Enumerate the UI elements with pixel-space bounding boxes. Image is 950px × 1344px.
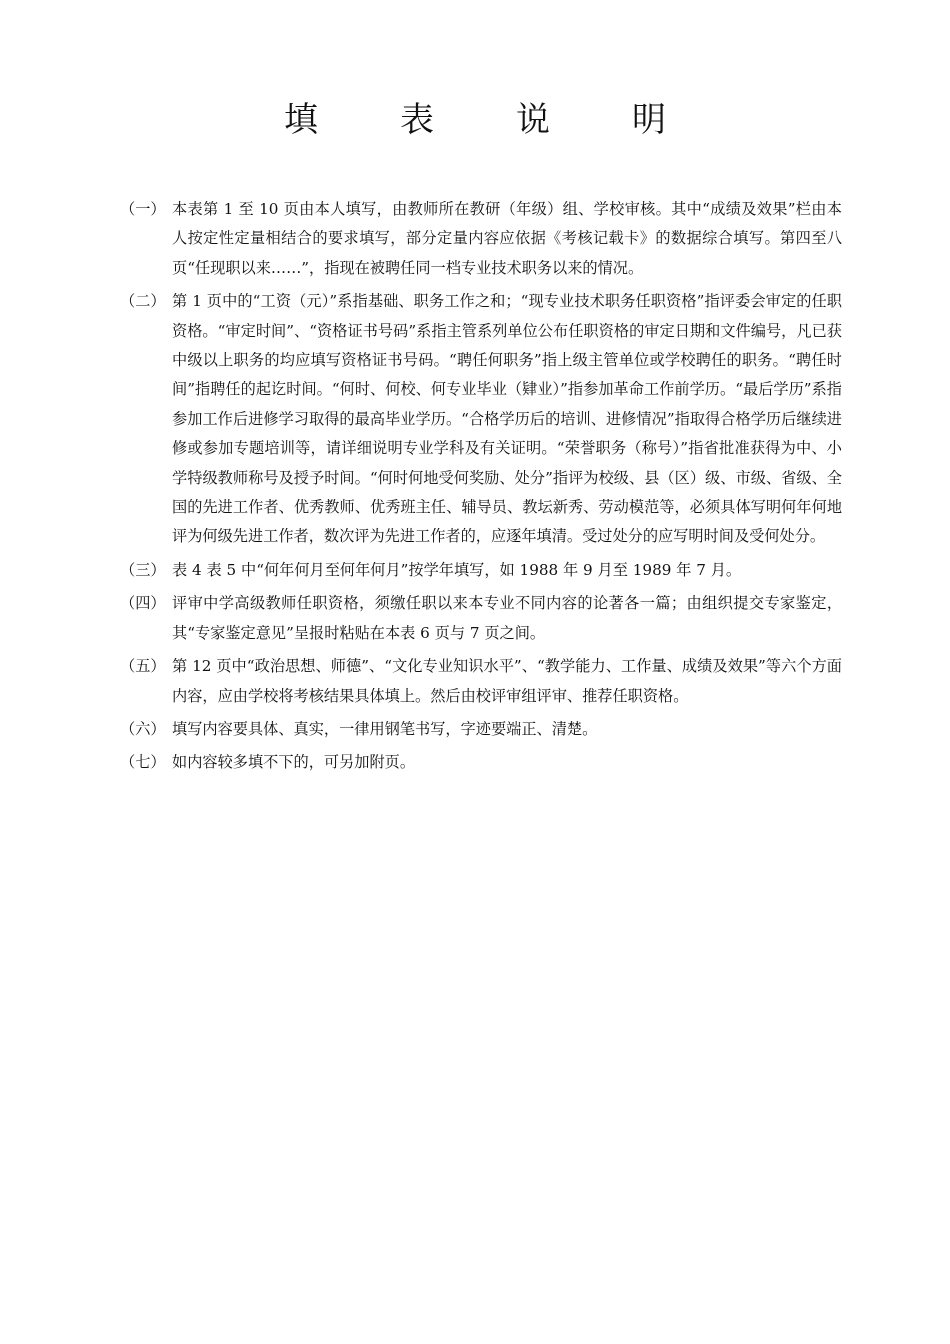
item-number: （四）	[120, 594, 166, 613]
item-text: 表 4 表 5 中“何年何月至何年何月”按学年填写，如 1988 年 9 月至 1989 年 7 月。	[172, 560, 742, 579]
instruction-item-3	[0, 556, 950, 585]
instruction-item-5	[0, 652, 950, 711]
item-number: （二）	[120, 292, 166, 311]
item-number: （五）	[120, 657, 166, 676]
item-number: （六）	[120, 719, 166, 738]
instruction-item-4	[0, 589, 950, 648]
instruction-list	[0, 195, 950, 782]
item-text: 评审中学高级教师任职资格，须缴任职以来本专业不同内容的论著各一篇；由组织提交专家鉴定，其“专家鉴定意见”呈报时粘贴在本表 6 页与 7 页之间。	[172, 594, 842, 642]
page-title: 填 表 说 明	[284, 100, 690, 140]
instruction-item-1	[0, 195, 950, 283]
item-text: 第 12 页中“政治思想、师德”、“文化专业知识水平”、“教学能力、工作量、成绩及效果”等六个方面内容，应由学校将考核结果具体填上。然后由校评审组评审、推荐任职资格。	[172, 657, 842, 705]
item-text: 填写内容要具体、真实，一律用钢笔书写，字迹要端正、清楚。	[172, 719, 598, 738]
item-number: （一）	[120, 200, 166, 218]
instruction-item-2	[0, 287, 950, 552]
instruction-item-6	[0, 715, 950, 744]
instruction-item-7	[0, 748, 950, 777]
item-number: （三）	[120, 560, 166, 579]
item-text: 第 1 页中的“工资（元）”系指基础、职务工作之和；“现专业技术职务任职资格”指评委会审定的任职资格。“审定时间”、“资格证书号码”系指主管系列单位公布任职资格的审定日期和文件编号，凡已获中级以上职务的均应填写资格证书号码。“聘任何职务”指上级主管单位或学校聘任的职务。“聘任时间”指聘任的起讫时间。“何时、何校、何专业毕业（肄业）”指参加革命工作前学历。“最后学历”系指参加工作后进修学习取得的最高毕业学历。“合格学历后的培训、进修情况”指取得合格学历后继续进修或参加专题培训等，请详细说明专业学科及有关证明。“荣誉职务（称号）”指省批准获得为中、小学特级教师称号及授予时间。“何时何地受何奖励、处分”指评为校级、县（区）级、市级、省级、全国的先进工作者、优秀教师、优秀班主任、辅导员、教坛新秀、劳动模范等，必须具体写明何年何地评为何级先进工作者，数次评为先进工作者的，应逐年填清。受过处分的应写明时间及受何处分。	[172, 292, 842, 546]
item-number: （七）	[120, 753, 166, 772]
item-text: 本表第 1 至 10 页由本人填写，由教师所在教研（年级）组、学校审核。其中“成绩及效果”栏由本人按定性定量相结合的要求填写，部分定量内容应依据《考核记载卡》的数据综合填写。第四至八页“任现职以来……”，指现在被聘任同一档专业技术职务以来的情况。	[172, 200, 842, 277]
item-text: 如内容较多填不下的，可另加附页。	[172, 753, 415, 772]
